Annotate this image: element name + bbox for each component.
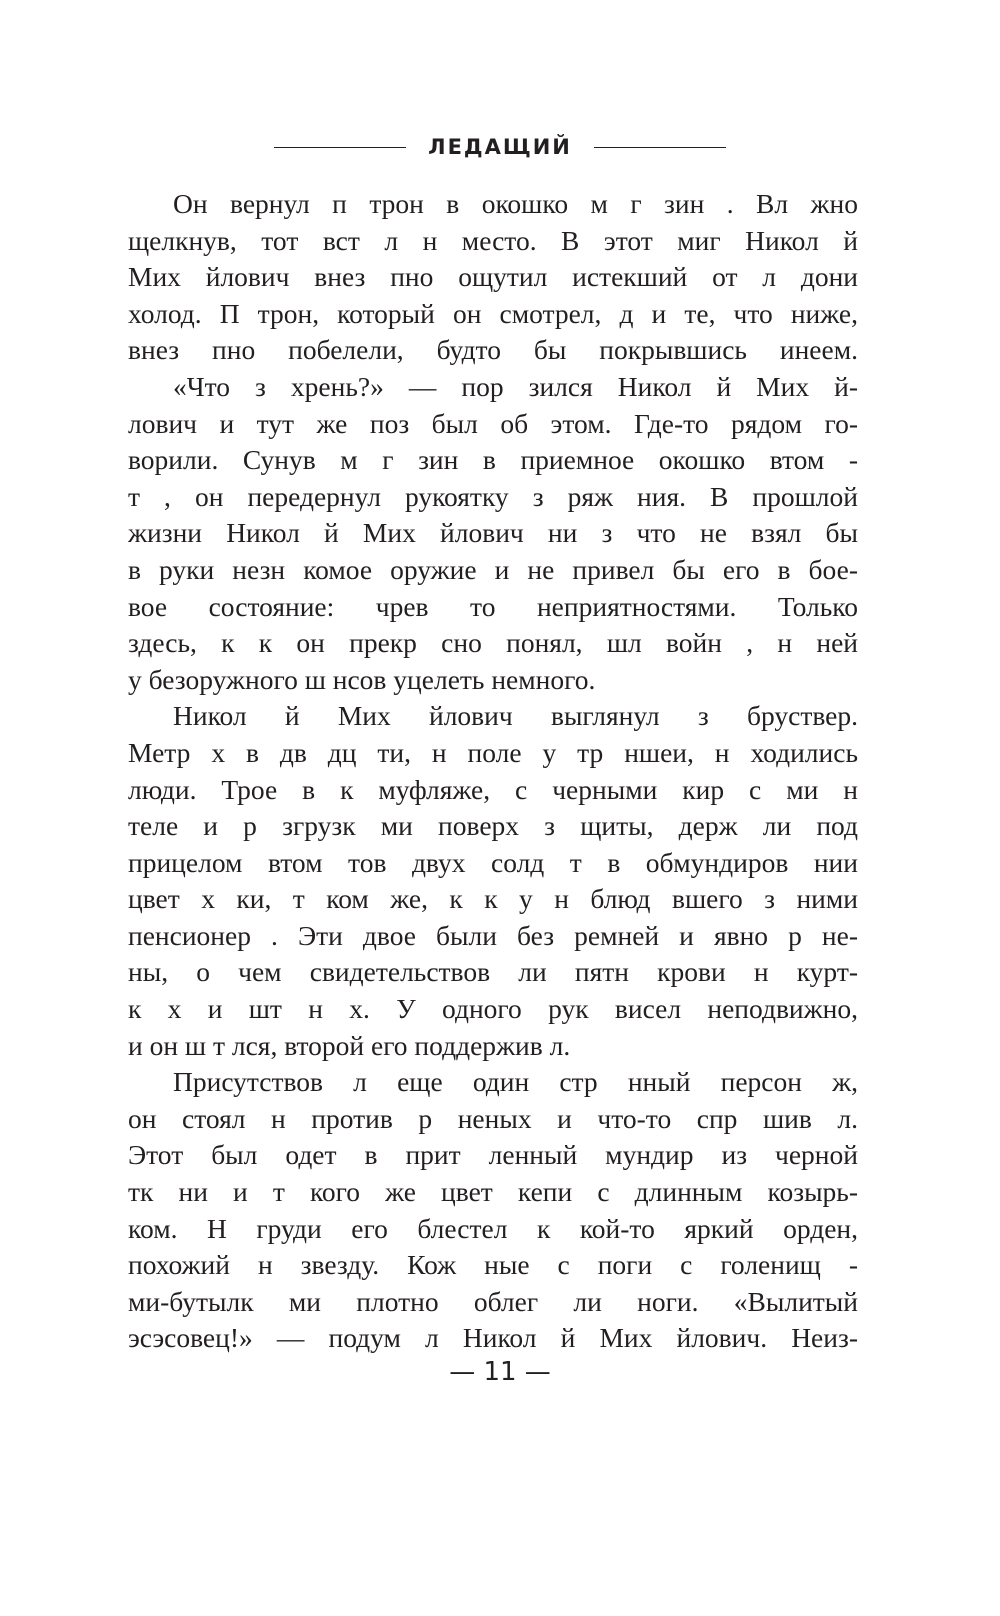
text-line: Никол й Мих йлович выглянул з бруствер. (173, 700, 858, 732)
page-number: — 11 — (449, 1357, 551, 1387)
chapter-title: ЛЕДАЩИЙ (428, 135, 572, 159)
text-line: т , он передернул рукоятку з ряж ния. В прошлой (128, 480, 858, 512)
text-line: вое состояние: чрев то неприятностями. Только (128, 590, 858, 622)
text-line: щелкнув, тот вст л н место. В этот миг Никол й (128, 224, 858, 256)
text-line: к х и шт н х. У одного рук висел неподвижно, (128, 993, 858, 1025)
text-line: Метр х в дв дц ти, н поле у тр ншеи, н ходились (128, 736, 858, 768)
text-line: эсэсовец!» — подум л Никол й Мих йлович. Неиз- (128, 1322, 858, 1354)
text-line: Этот был одет в прит ленный мундир из черной (128, 1139, 858, 1171)
text-line: тк ни и т кого же цвет кепи с длинным козырь- (128, 1176, 858, 1208)
text-line: «Что з хрень?» — пор зился Никол й Мих й- (173, 370, 858, 402)
text-line: лович и тут же поз был об этом. Где-то рядом го- (128, 407, 858, 439)
text-line: Он вернул п трон в окошко м г зин . Вл жно (173, 188, 858, 219)
text-line: здесь, к к он прекр сно понял, шл войн , н ней (128, 627, 858, 659)
paragraph-2 (128, 369, 858, 698)
paragraph-1 (128, 186, 858, 369)
text-line: цвет х ки, т ком же, к к у н блюд вшего з ними (128, 883, 858, 915)
header-rule-left (274, 147, 406, 148)
paragraph-3 (128, 698, 858, 1064)
text-line: ворили. Сунув м г зин в приемное окошко втом - (128, 444, 858, 476)
text-line: Присутствов л еще один стр нный персон ж, (173, 1066, 858, 1098)
text-line: Мих йлович внез пно ощутил истекший от л дони (128, 261, 858, 293)
running-header (0, 130, 1000, 164)
body-text (128, 186, 858, 1357)
text-line: теле и р згрузк ми поверх з щиты, держ ли под (128, 810, 858, 842)
text-line: и он ш т лся, второй его поддержив л. (128, 1029, 571, 1061)
text-line: в руки незн комое оружие и не привел бы его в бое- (128, 553, 858, 585)
text-line: ком. Н груди его блестел к кой-то яркий орден, (128, 1212, 858, 1244)
text-line: похожий н звезду. Кож ные с поги с голенищ - (128, 1249, 858, 1281)
text-line: у безоружного ш нсов уцелеть немного. (128, 663, 596, 695)
paragraph-4 (128, 1064, 858, 1357)
header-rule-right (594, 147, 726, 148)
text-line: жизни Никол й Мих йлович ни з что не взял бы (128, 517, 858, 549)
text-line: ны, о чем свидетельствов ли пятн крови н курт- (128, 956, 858, 988)
text-line: ми-бутылк ми плотно облег ли ноги. «Вылитый (128, 1285, 858, 1317)
text-line: люди. Трое в к муфляже, с черными кир с ми н (128, 773, 858, 805)
text-line: внез пно побелели, будто бы покрывшись инеем. (128, 334, 858, 366)
text-line: пенсионер . Эти двое были без ремней и явно р не- (128, 919, 858, 951)
text-line: он стоял н против р неных и что-то спр шив л. (128, 1102, 858, 1134)
text-line: прицелом втом тов двух солд т в обмундиров нии (128, 846, 858, 878)
text-line: холод. П трон, который он смотрел, д и те, что ниже, (128, 297, 858, 329)
